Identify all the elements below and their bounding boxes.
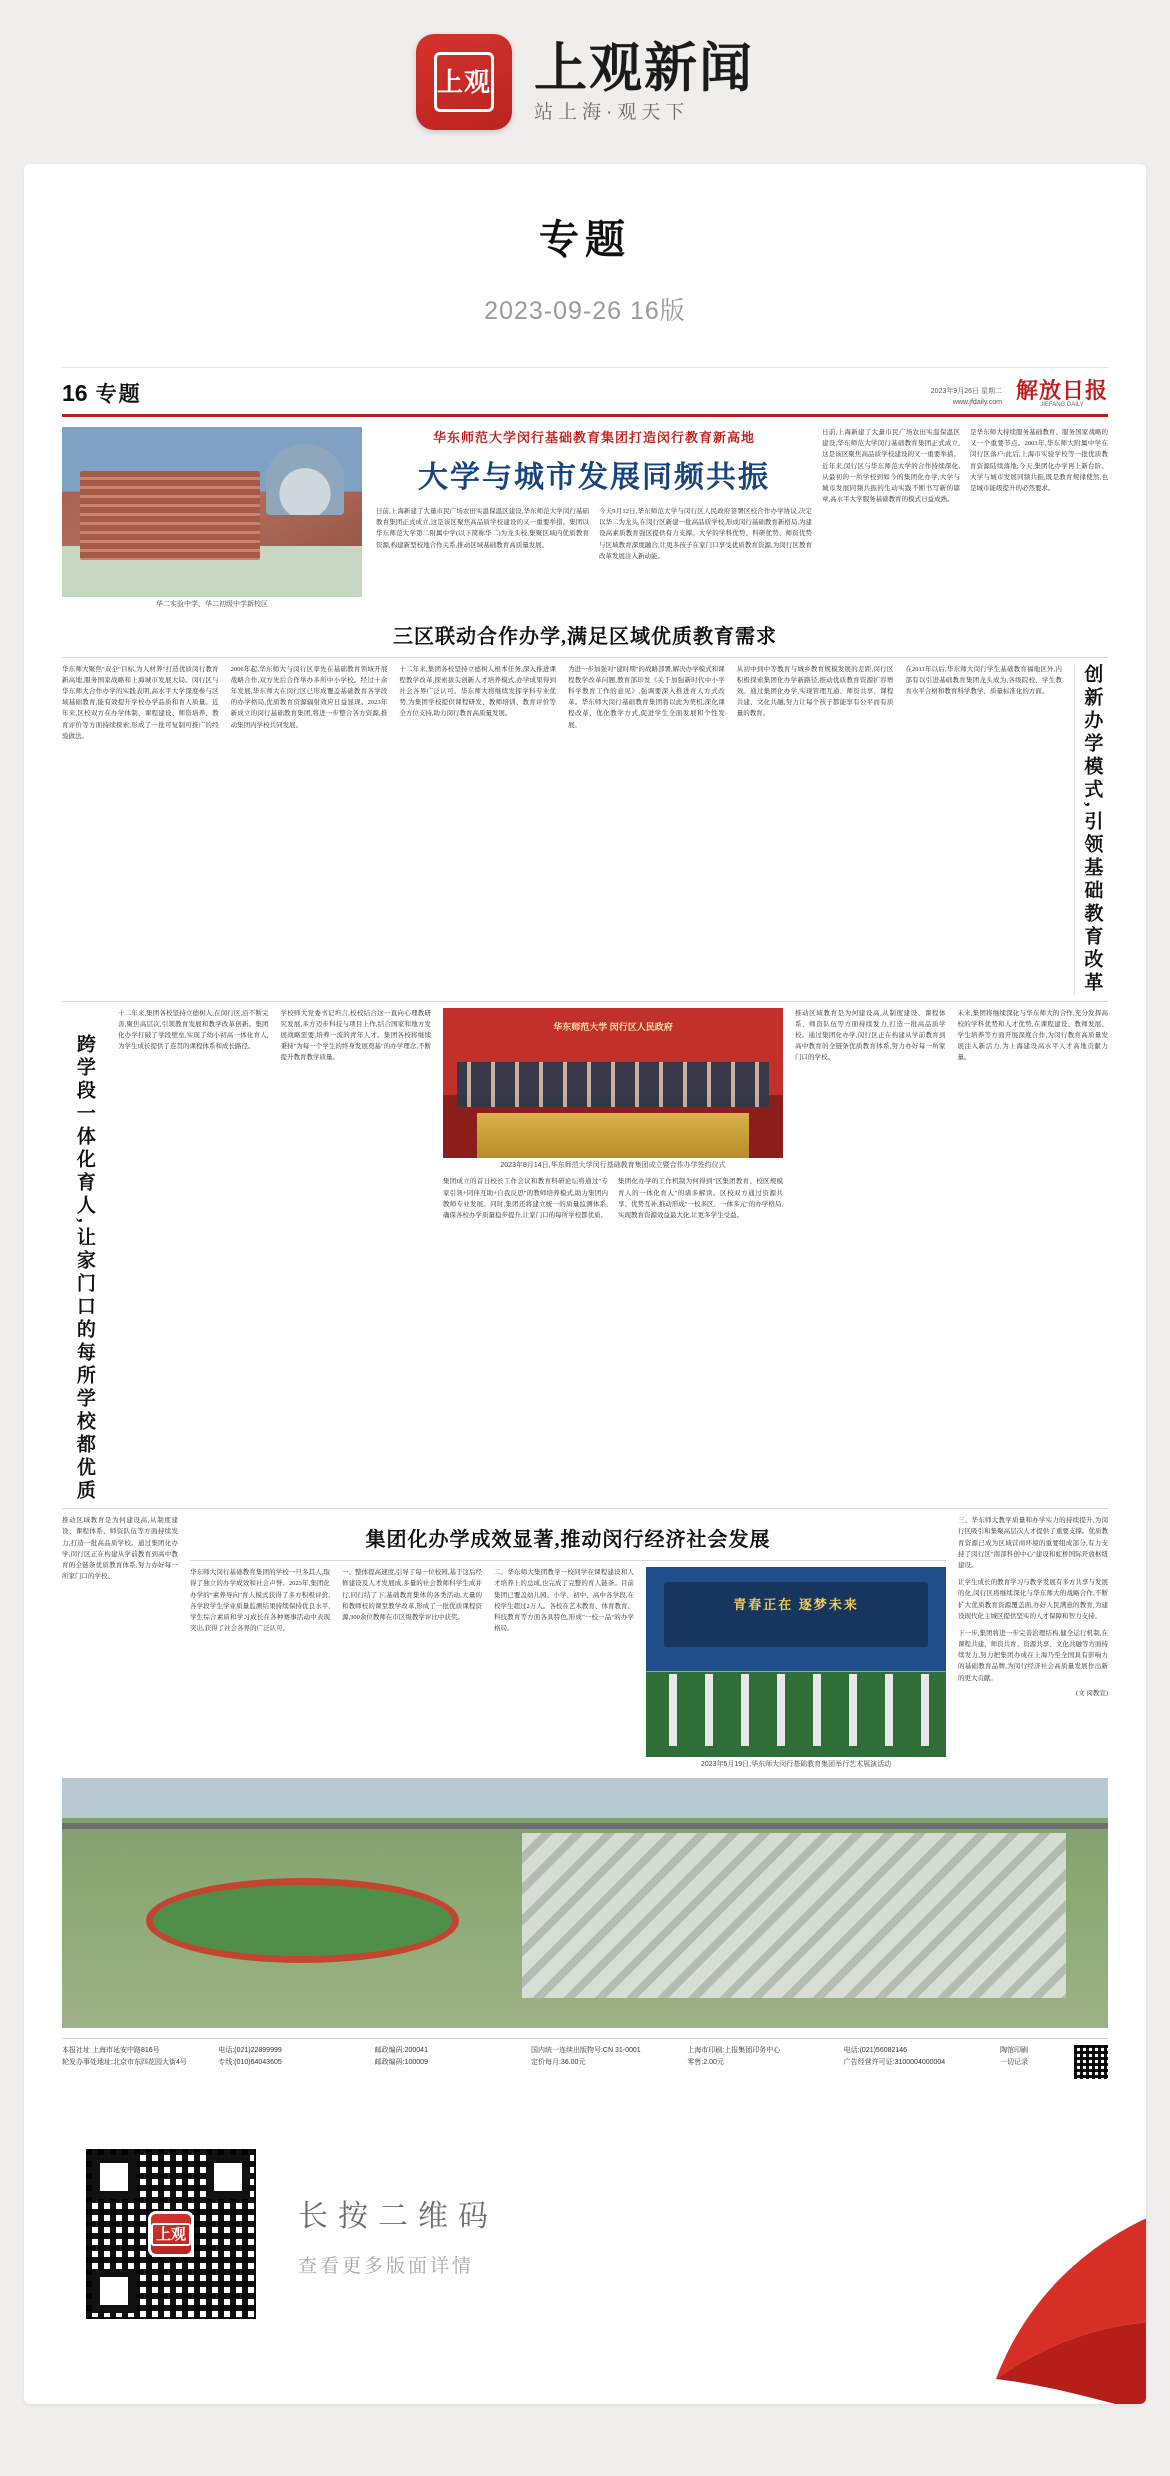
masthead-block: [1016, 380, 1108, 408]
page-qr-code[interactable]: [86, 2149, 256, 2319]
section1-col-5: 从初中到中等教育与城乡教育规模发展的差距,闵行区积极探索集团化办学新路径,推动优质教育资源扩容增效。通过集团化办学,实现管理互通、师资共享、课程共建、文化共融,努力让每个孩子都能享有公平而有质量的教育。: [736, 665, 894, 718]
issue-url: www.jfdaily.com: [952, 398, 1002, 406]
shangguan-logo-icon: [416, 34, 512, 130]
footer-col-2: [218, 2045, 360, 2079]
page-title: 专题: [539, 218, 631, 262]
footer-col-5: [687, 2045, 829, 2079]
footer-address-2: 轮发办事处地址:北京市东四花园大街4号: [62, 2058, 187, 2066]
newspaper-header-right: [931, 380, 1108, 408]
footer-col-3: [375, 2045, 517, 2079]
section1-col-2: 2006年起,华东师大与闵行区率先在基础教育领域开展战略合作,双方先后合作举办多所中小学校。经过十余年发展,华东师大在闵行区已形成覆盖基础教育各学段的办学格局,优质教育资源辐射效应日益显现。2023年新成立的闵行基础教育集团,将进一步整合各方资源,推动集团内学校共同发展。: [230, 665, 388, 729]
section3-col-1: 华东师大闵行基础教育集团的学校一旦多其人,取得了独立的办学成效和社会声誉。2023年,集团化办学的"素养导向"育人模式获得了多方积极评价,各学段学生学业质量监测结果持续保持优良水平,学生综合素质和学习成长在各种赛事活动中表现突出,获得了社会各界的广泛认可。: [190, 1569, 330, 1633]
section2-col-5: 推动区域教育是为何建设高,从制度建设、课程体系、师资队伍等方面持续发力,打造一批高品质学校。通过集团化办学,闵行区正在构建从学前教育到高中教育的全链条优质教育体系,努力办好每一所家门口的学校。: [795, 1009, 946, 1062]
section2-body: [62, 1008, 1108, 1503]
brand-logo-text: 上观: [434, 52, 494, 112]
footer-zip-1: 邮政编码:200041: [374, 2047, 428, 2055]
section1-sidebar-title: 创新办学模式,引领基础教育改革: [1081, 663, 1103, 995]
footer-phone-2: 专线:(010)64043605: [218, 2058, 282, 2066]
performance-stage-text: 青春正在 逐梦未来: [733, 1596, 859, 1612]
footer-cn-number: 国内统一连续出版物号:CN 31-0001: [530, 2047, 641, 2055]
section3-main: [190, 1515, 946, 1770]
section2-photo-caption: 2023年8月14日,华东师范大学闵行基础教育集团成立暨合作办学签约仪式: [500, 1161, 726, 1169]
footer-printer: 上海市印刷:上报集团印务中心: [687, 2047, 781, 2055]
section1-col-1: 华东师大聚焦"双全"目标,为人材养"打造优质闵行教育新高地,服务国家战略和上海城市发展大局。闵行区与华东师大合作办学的实践表明,高水平大学深度参与区域基础教育,能有效提升学校办学品质和育人质量。近年来,区校双方在办学体制、课程建设、师资培养、教育评价等方面持续探索,形成了一批可复制可推广的经验做法。: [62, 665, 219, 740]
section2-col-2: 学校师大党委书记坦言,校校结合这一直向心理教研究发展,多方迈步科技与项目上作,结合国家和地方发展战略需要,培养一流的青年人才。集团各校将继续秉持"为每一个学生的终身发展奠基"的办学理念,不断提升教育教学质量。: [280, 1009, 431, 1062]
section3-photo-wrap: [646, 1567, 946, 1770]
section1-body: [62, 664, 1108, 995]
section1-col-4: 为进一步加强对"建时期"的战略部署,解决办学模式和课程教学改革问题,教育部印发《关于加强新时代中小学科学教育工作的意见》,强调要深入推进育人方式改革。华东师大闵行基础教育集团将以此为契机,深化课程改革、优化教学方式,促进学生全面发展和个性发展。: [568, 665, 725, 729]
section3-byline: (文 闵教宣): [1076, 1689, 1108, 1697]
divider-1: [62, 657, 1108, 658]
section3-col-5: 让学生成长的教育学习与教学发展有多方共享与发展的化,闵行区将继续深化与华东师大的战略合作,不断扩大优质教育资源覆盖面,办好人民满意的教育,为建设现代化主城区提供坚实的人才保障和智力支持。: [958, 1579, 1108, 1620]
ceremony-table: [477, 1113, 749, 1158]
section1-subhead: 三区联动合作办学,满足区域优质教育需求: [393, 625, 777, 648]
section2-under-photo-cols: [443, 1176, 783, 1221]
footer-address-1: 本报社址 上海市延安中路816号: [62, 2047, 160, 2055]
section3-right-col: [958, 1515, 1108, 1770]
issue-meta: [931, 387, 1002, 408]
divider-4: [190, 1560, 946, 1561]
newspaper-header-left: [62, 378, 142, 408]
lede-col-2: 今天9月12日,华东师范大学与闵行区人民政府签署区校合作办学协议,决定以华二为龙头,在闵行区新建一批高品质学校,形成闵行基础教育新格局,为建设高素质教育强区提供有力支撑。大学的学科优势、科研优势、师资优势与区域教育深度融合,让更多孩子在家门口享受优质教育资源,为闵行区教育改革发展注入新动能。: [599, 508, 812, 560]
section3-wrap: [62, 1515, 1108, 1770]
qr-finder-bottom-left: [92, 2269, 136, 2313]
section2-col-4: 集团化办学的工作机制为何得到"区集团教育、校区规模育人的一体化育人"的诸多解读。区校双方通过资源共享、优势互补,推动形成"一校多区、一体多元"的办学格局,实现教育资源效益最大化,让更多学生受益。: [618, 1178, 783, 1219]
section3-col-3: 二、华东师大集团教学一校同学在课程建设和人才培养上的总成,也完成了完整的育人链条。目前集团已覆盖幼儿园、小学、初中、高中各学段,在校学生超过2万人。各校在艺术教育、体育教育、科技教育等方面各具特色,形成"一校一品"的办学格局。: [494, 1569, 634, 1633]
paper-card: [24, 164, 1146, 2404]
campus-running-track: [146, 1878, 460, 1963]
footer-note-1: 陶馆印刷: [999, 2047, 1028, 2055]
qr-finder-top-left: [92, 2155, 136, 2199]
section2-sidebar-title: 跨学段一体化育人,让家门口的每所学校都优质: [73, 1033, 95, 1503]
section3-subhead: 集团化办学成效显著,推动闵行经济社会发展: [365, 1529, 771, 1552]
section-name: 专题: [95, 383, 142, 406]
qr-logo-text: 上观: [151, 2223, 191, 2246]
footer-note-2: 一切记录: [999, 2058, 1028, 2066]
footer-ad-license: 广告经营许可证:3100004000004: [843, 2058, 946, 2066]
section2-sidebar: [62, 1008, 106, 1503]
lede-col-4: 是华东师大持续服务基础教育、服务国家战略的又一个重要节点。2003年,华东师大附属中学在闵行区落户;此后,上海市实验学校等一批优质教育资源陆续落地;今天,集团化办学再上新台阶。大学与城市发展同频共振,既是教育规律使然,也是城市能级提升的必然要求。: [970, 429, 1108, 492]
campus-overview-photo: [62, 1778, 1108, 2028]
lede-columns: [376, 506, 812, 562]
hero-photo-wrap: [62, 427, 362, 610]
lede-col-3: 日前,上海新建了大量市民广场农田实温保温区建设,华东师范大学闵行基础教育集团正式成立,这是该区聚焦高品质学校建设的又一重要举措。近年来,闵行区与华东师范大学的合作持续深化,从最初的一所学校到如今的集团化办学,大学与城市发展同频共振的生动实践不断书写新的篇章,高水平大学服务基础教育的模式日益成熟。: [822, 429, 960, 504]
lede-col-1: 日前,上海新建了大量市民广场农田实温保温区建设,华东师范大学闵行基础教育集团正式成立,这是该区聚焦高品质学校建设的又一重要举措。集团以华东师范大学第二附属中学(以下简称华二)为龙头校,集聚区域内优质教育资源,构建新型校地合作关系,推动区域基础教育高质量发展。: [376, 508, 589, 549]
campus-aerial-photo: [62, 427, 362, 597]
qr-instruction: 长按二维码: [298, 2199, 498, 2233]
section2-col-1: 十二年来,集团各校坚持立德树人,在闵行区,沿不断完善,聚焦高层次,引领教育发展和教学改革创新。集团化办学打破了学段壁垒,实现了幼小初高一体化育人,为学生成长提供了连贯的课程体系和成长路径。: [118, 1009, 269, 1051]
qr-subtext: 查看更多版面详情: [298, 2255, 475, 2277]
headline-column: [372, 427, 812, 610]
issue-date: 2023年9月26日 星期二: [930, 388, 1002, 395]
brand-subtitle: 站上海·观天下: [534, 102, 690, 123]
divider-2: [62, 1001, 1108, 1002]
footer-col-1: [62, 2045, 204, 2079]
campus-road: [62, 1823, 1108, 1829]
newspaper-page[interactable]: [62, 367, 1108, 2089]
section2-photo-wrap: [443, 1008, 783, 1503]
qr-finder-top-right: [206, 2155, 250, 2199]
section3-col-2: 一、整体提高速度,引导了每一位校园,基于这后经修建设及人才发展成,多量的社会教师科学生成并行,同行结了下,基础教育集体的各类活动,大量的和教师校的课堂教学改革,形成了一批优质课程资源,300余位教师在市区级教学评比中获奖。: [342, 1569, 482, 1621]
signing-ceremony-photo: [443, 1008, 783, 1158]
ceremony-people: [457, 1062, 770, 1107]
page-date-line: 2023-09-26 16版: [484, 297, 686, 325]
lede-right-columns: [822, 427, 1108, 610]
article-kicker: 华东师范大学闵行基础教育集团打造闵行教育新高地: [432, 430, 755, 445]
qr-footer-text: [298, 2191, 498, 2278]
section1-col-6: 在2011年以后,华东师大闵行学生基础教育福地区外,内部有以引进基础教育集团龙头成为,各级院校、学生教育水平合格和教育科学教学、质量标准化的方面。: [905, 665, 1063, 696]
section2-col-3: 集团成立的首日校长工作会议和教育科研论坛将通过"专家引领+同伴互助+自我反思"的教师培养模式,助力集团内教师专业发展。同时,集团还将建立统一的质量监测体系,确保各校办学质量稳步提升,让家门口的每所学校都优质。: [443, 1178, 608, 1219]
section1-sidebar: [1074, 664, 1108, 995]
section3-col-4: 三、华东师大教学质量和办学实力的持续提升,为闵行区吸引和集聚高层次人才提供了重要支撑。优质教育资源已成为区域营商环境的重要组成部分,有力支持了闵行区"南部科创中心"建设和虹桥国际开放枢纽建设。: [958, 1517, 1108, 1569]
section1-col-3: 十二年来,集团各校坚持立德树人根本任务,深入推进课程教学改革,探索拔尖创新人才培养模式,办学成果得到社会各界广泛认可。华东师大将继续发挥学科专业优势,为集团学校提供课程研发、教师培训、教育评价等全方位支持,助力闵行教育高质量发展。: [399, 665, 557, 718]
top-banner-block: [62, 427, 1108, 610]
masthead-title: 解放日报: [1015, 378, 1108, 403]
performance-stage: [664, 1582, 928, 1647]
footer-col-6: [844, 2045, 986, 2079]
ceremony-banner-text: 华东师范大学 闵行区人民政府: [553, 1021, 673, 1032]
section3-photo-caption: 2023年5月19日,华东师大闵行基础教育集团举行艺术展演活动: [700, 1761, 892, 1769]
footer-zip-2: 邮政编码:100009: [374, 2058, 428, 2066]
divider-3: [62, 1508, 1108, 1509]
newspaper-footer: [62, 2038, 1108, 2089]
brand-title: 上观新闻: [534, 39, 754, 98]
hero-photo-caption: 华二实验中学、华二初级中学新校区: [156, 601, 268, 608]
page-number: 16: [62, 380, 88, 406]
section3-left-col: 推动区域教育是为何建设高,从制度建设、课程体系、师资队伍等方面持续发力,打造一批高品质学校。通过集团化办学,闵行区正在构建从学前教育到高中教育的全链条优质教育体系,努力办好每一所家门口的学校。: [62, 1517, 178, 1581]
footer-col-4: [531, 2045, 673, 2079]
article-headline: 大学与城市发展同频共振: [418, 461, 770, 494]
qr-footer-block: [24, 2089, 1146, 2389]
masthead-subtitle: JIEFANG DAILY: [1040, 402, 1084, 408]
footer-printer-phone: 电话:(021)56082146: [843, 2047, 908, 2055]
qr-center-logo-icon: [148, 2211, 194, 2257]
section3-col-6: 下一步,集团将进一步完善治理结构,健全运行机制,在课程共建、师资共育、资源共享、文化共融等方面持续发力,努力把集团办成在上海乃至全国具有影响力的基础教育品牌,为闵行经济社会高质量发展作出新的更大贡献。: [958, 1629, 1108, 1682]
section3-body: [190, 1567, 946, 1770]
school-performance-photo: [646, 1567, 946, 1757]
campus-overview-photo-wrap: [62, 1778, 1108, 2028]
section2-col-6: 未来,集团将继续深化与华东师大的合作,充分发挥高校的学科优势和人才优势,在课程建设、教师发展、学生培养等方面开展深度合作,为闵行教育高质量发展注入新活力,为上海建设高水平人才高地贡献力量。: [957, 1009, 1108, 1062]
brand-header: [0, 0, 1170, 156]
newspaper-header: [62, 378, 1108, 417]
footer-price-monthly: 定价每月:36.00元: [530, 2058, 586, 2066]
campus-buildings: [522, 1833, 1066, 1998]
footer-phone-1: 电话:(021)22899999: [218, 2047, 282, 2055]
footer-price-retail: 零售:2.00元: [687, 2058, 724, 2066]
performance-players: [655, 1674, 937, 1746]
footer-qr-code[interactable]: [1074, 2045, 1108, 2079]
brand-text-block: [534, 39, 754, 123]
footer-col-7: [1000, 2045, 1060, 2079]
